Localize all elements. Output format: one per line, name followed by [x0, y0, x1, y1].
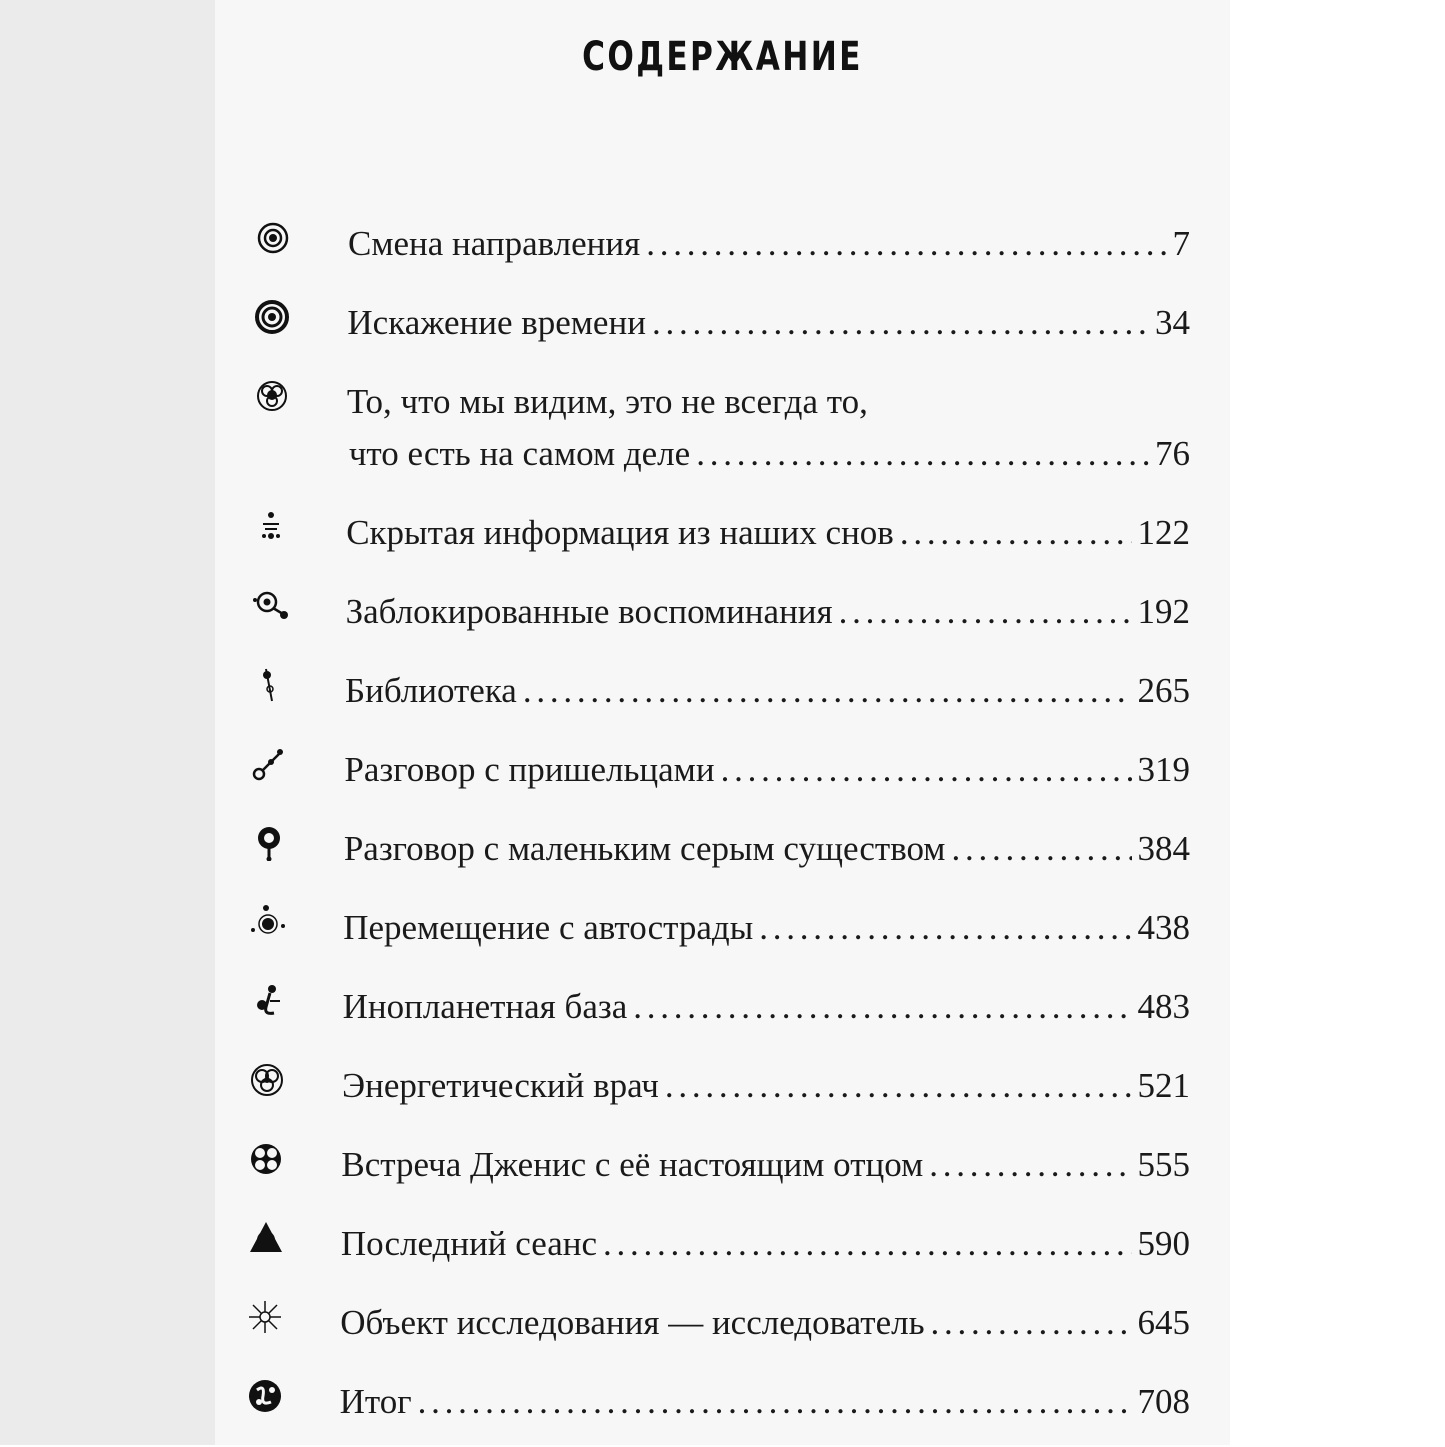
swirl-flower-icon	[248, 1141, 284, 1177]
book-page	[215, 0, 1230, 1445]
entry-title: Энергетический врач	[342, 1066, 659, 1105]
entry-title: Итог	[339, 1382, 412, 1421]
trefoil-circle-icon	[249, 1062, 285, 1098]
vertical-chain-icon	[252, 667, 288, 703]
orbit-dots-icon	[250, 904, 286, 940]
page-number: 7	[1172, 224, 1190, 263]
toc-entry	[245, 210, 1200, 289]
dots-divide-icon	[253, 509, 289, 545]
dot-leader	[603, 1218, 1131, 1270]
concentric-circles-icon	[255, 220, 291, 256]
entry-title: Разговор с маленьким серым существом	[343, 829, 946, 868]
page-number: 319	[1137, 750, 1190, 789]
toc-entry	[243, 499, 1200, 578]
filled-triangle-icon	[248, 1220, 284, 1256]
toc-entry	[241, 815, 1200, 894]
page-number: 521	[1137, 1066, 1190, 1105]
dot-leader	[929, 1139, 1131, 1191]
page-number: 483	[1137, 987, 1190, 1026]
starburst-icon	[247, 1299, 283, 1335]
entry-title: Объект исследования — исследователь	[340, 1303, 925, 1342]
hook-dot-icon	[250, 983, 286, 1019]
toc-entry	[244, 289, 1200, 368]
entry-title: Перемещение с автострады	[343, 908, 754, 947]
entry-title: Смена направления	[348, 224, 641, 263]
entry-title: Инопланетная база	[342, 987, 628, 1026]
page-number: 34	[1155, 303, 1190, 342]
entry-title: Искажение времени	[347, 303, 646, 342]
entry-title: Библиотека	[345, 671, 517, 710]
page-number: 708	[1137, 1382, 1190, 1421]
page-number: 555	[1137, 1145, 1190, 1184]
entry-title: Последний сеанс	[340, 1224, 598, 1263]
circle-link-icon	[253, 588, 289, 624]
triskele-circle-icon	[254, 378, 290, 414]
entry-title: Разговор с пришельцами	[344, 750, 715, 789]
scan-background	[0, 0, 215, 1445]
dot-leader	[900, 507, 1132, 559]
page-number: 438	[1137, 908, 1190, 947]
page-number: 192	[1137, 592, 1190, 631]
toc-entry	[240, 973, 1200, 1052]
keyhole-icon	[251, 825, 287, 861]
page-title: СОДЕРЖАНИЕ	[582, 34, 863, 80]
dot-leader	[696, 428, 1149, 480]
dot-leader	[839, 586, 1132, 638]
dot-leader	[951, 823, 1131, 875]
dot-leader	[721, 744, 1132, 796]
dot-leader	[665, 1060, 1132, 1112]
toc-entry	[237, 1289, 1200, 1368]
entry-title: Встреча Дженис с её настоящим отцом	[341, 1145, 924, 1184]
entry-title-continued: что есть на самом деле	[348, 434, 691, 473]
dot-leader	[931, 1297, 1132, 1349]
diagonal-chain-icon	[251, 746, 287, 782]
page-number: 122	[1137, 513, 1190, 552]
dot-leader	[759, 902, 1131, 954]
yin-yang-circle-icon	[247, 1378, 283, 1414]
toc-entry	[243, 578, 1200, 657]
toc-entry	[237, 1368, 1200, 1447]
toc-entry	[241, 736, 1200, 815]
toc-entry	[238, 1131, 1200, 1210]
toc-entry	[242, 657, 1200, 736]
toc-entry	[238, 1210, 1200, 1289]
toc-entry	[244, 368, 1200, 499]
page-number: 76	[1155, 434, 1190, 473]
dot-leader	[633, 981, 1131, 1033]
toc-entry	[240, 894, 1200, 973]
page-number: 384	[1137, 829, 1190, 868]
dot-leader	[418, 1376, 1132, 1428]
entry-title: Заблокированные воспоминания	[345, 592, 833, 631]
toc-entry	[239, 1052, 1200, 1131]
spiral-icon	[254, 299, 290, 335]
dot-leader	[652, 297, 1149, 349]
table-of-contents	[245, 210, 1200, 1447]
page-number: 265	[1137, 671, 1190, 710]
entry-title: Скрытая информация из наших снов	[346, 513, 894, 552]
dot-leader	[646, 218, 1166, 270]
entry-title: То, что мы видим, это не всегда то,	[346, 382, 868, 421]
page-number: 590	[1137, 1224, 1190, 1263]
dot-leader	[523, 665, 1132, 717]
page-number: 645	[1137, 1303, 1190, 1342]
